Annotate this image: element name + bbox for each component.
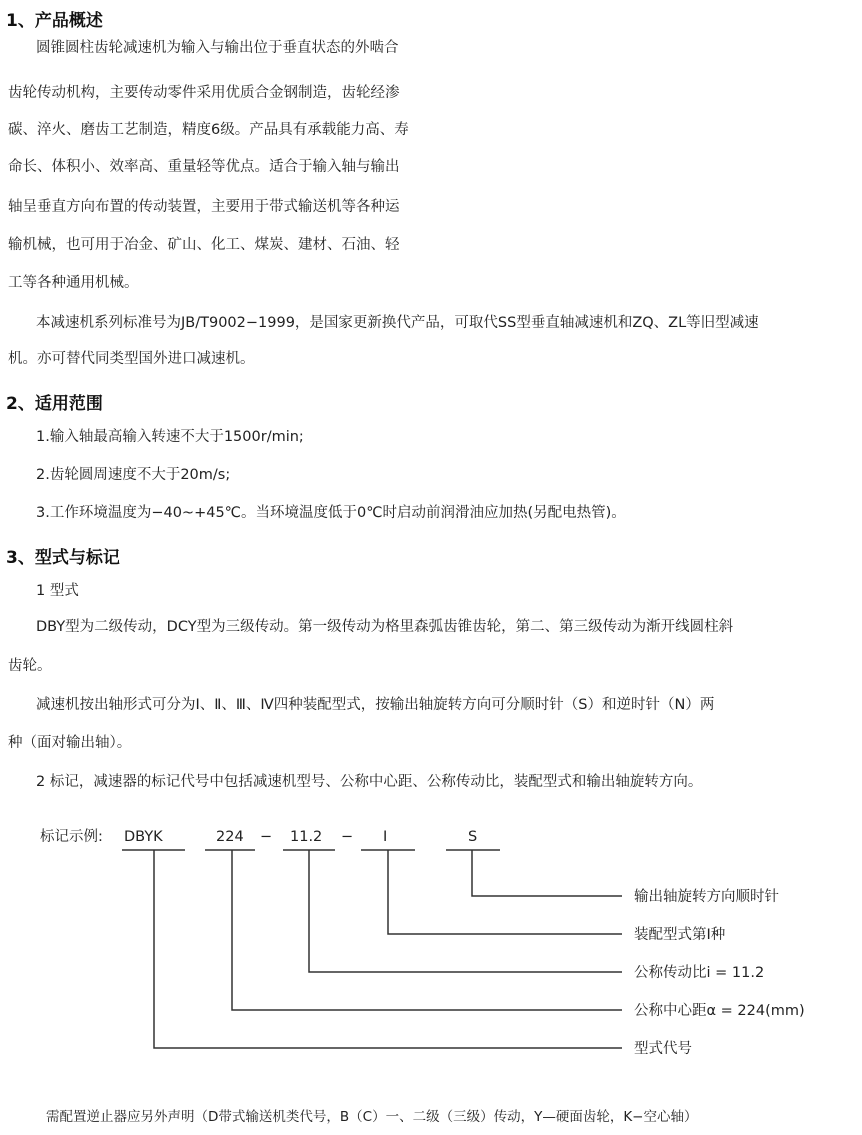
intro-line: 输机械，也可用于冶金、矿山、化工、煤炭、建材、石油、轻 xyxy=(8,237,400,253)
dash: − xyxy=(341,829,354,845)
code-ratio: 11.2 xyxy=(290,829,323,845)
section-2-heading: 2、适用范围 xyxy=(6,394,103,414)
leader-ratio xyxy=(309,850,622,972)
standard-line: 本减速机系列标准号为JB/T9002−1999，是国家更新换代产品，可取代SS型垂直轴减速机和ZQ、ZL等旧型减速 xyxy=(36,315,759,331)
footnote: 需配置逆止器应另外声明（D带式输送机类代号，B（C）一、二级（三级）传动，Y—硬面齿轮，K−空心轴） xyxy=(46,1109,698,1125)
leader-rotation xyxy=(472,850,622,896)
code-model: DBYK xyxy=(124,829,163,845)
section-1-heading: 1、产品概述 xyxy=(6,11,103,31)
intro-line: 碳、淬火、磨齿工艺制造，精度6级。产品具有承载能力高、寿 xyxy=(8,122,409,138)
type-line: DBY型为二级传动，DCY型为三级传动。第一级传动为格里森弧齿锥齿轮，第二、第三级传动为渐开线圆柱斜 xyxy=(36,619,734,635)
scope-item: 3.工作环境温度为−40~+45℃。当环境温度低于0℃时启动前润滑油应加热(另配电热管)。 xyxy=(36,505,626,521)
assembly-line: 减速机按出轴形式可分为Ⅰ、Ⅱ、Ⅲ、Ⅳ四种装配型式，按输出轴旋转方向可分顺时针（S）和逆时针（N）两 xyxy=(36,697,715,713)
diagram-label: 标记示例: xyxy=(40,829,103,845)
intro-line: 工等各种通用机械。 xyxy=(8,275,139,291)
marking-line: 2 标记，减速器的标记代号中包括减速机型号、公称中心距、公称传动比，装配型式和输出轴旋转方向。 xyxy=(36,774,703,790)
code-assembly: Ⅰ xyxy=(383,829,388,845)
subheading-type: 1 型式 xyxy=(36,583,79,599)
scope-item: 2.齿轮圆周速度不大于20m/s; xyxy=(36,467,231,483)
intro-line: 圆锥圆柱齿轮减速机为输入与输出位于垂直状态的外啮合 xyxy=(36,40,399,56)
code-center-distance: 224 xyxy=(216,829,244,845)
desc-ratio: 公称传动比i = 11.2 xyxy=(634,965,765,981)
type-line: 齿轮。 xyxy=(8,658,52,674)
desc-assembly: 装配型式第Ⅰ种 xyxy=(634,927,726,943)
section-3-heading: 3、型式与标记 xyxy=(6,548,120,568)
leader-center-distance xyxy=(232,850,622,1010)
desc-center-distance: 公称中心距α = 224(mm) xyxy=(634,1003,805,1019)
dash: − xyxy=(260,829,273,845)
leader-assembly xyxy=(388,850,622,934)
desc-model: 型式代号 xyxy=(634,1041,692,1057)
intro-line: 轴呈垂直方向布置的传动装置，主要用于带式输送机等各种运 xyxy=(8,199,400,215)
intro-line: 命长、体积小、效率高、重量轻等优点。适合于输入轴与输出 xyxy=(8,159,400,175)
code-rotation: S xyxy=(468,829,478,845)
standard-line: 机。亦可替代同类型国外进口减速机。 xyxy=(8,351,255,367)
scope-item: 1.输入轴最高输入转速不大于1500r/min; xyxy=(36,429,304,445)
marking-diagram xyxy=(0,810,862,1080)
intro-line: 齿轮传动机构，主要传动零件采用优质合金钢制造，齿轮经渗 xyxy=(8,85,400,101)
assembly-line: 种（面对输出轴）。 xyxy=(8,735,132,751)
desc-rotation: 输出轴旋转方向顺时针 xyxy=(634,889,779,905)
